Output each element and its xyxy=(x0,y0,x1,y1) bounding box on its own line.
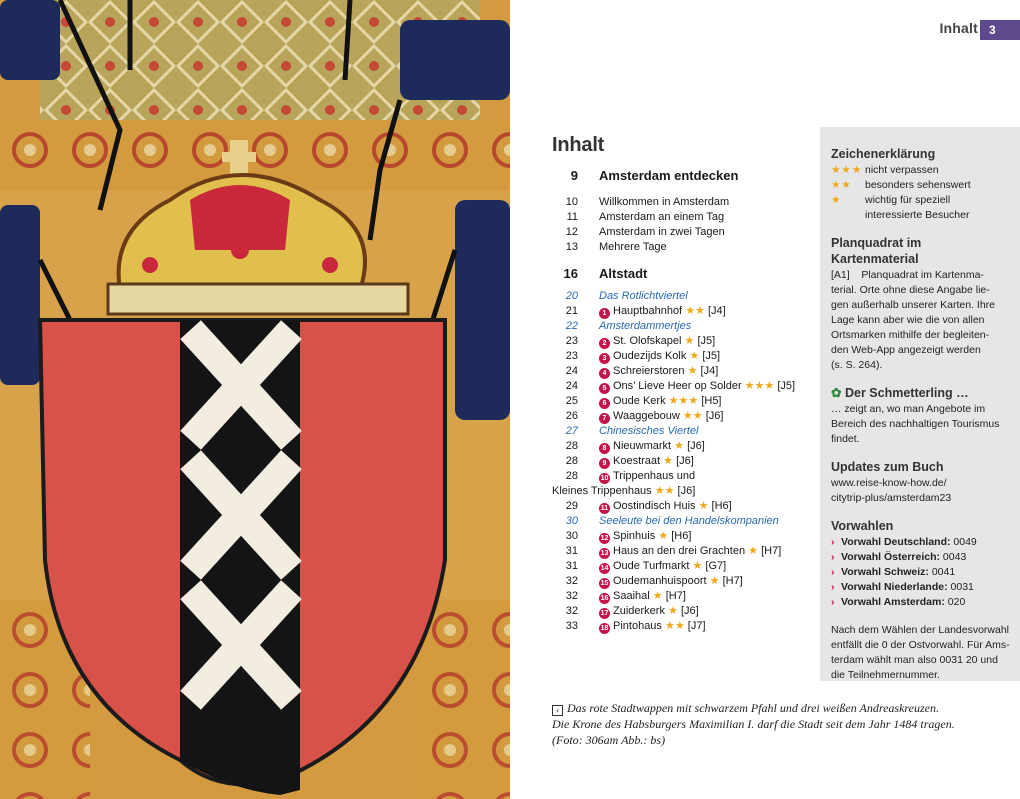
toc-entry-label: Oudezijds Kolk xyxy=(613,350,687,362)
star-icon: ★ xyxy=(709,575,720,587)
grid-reference: [J4] xyxy=(700,365,719,377)
toc-entry-text xyxy=(599,529,691,544)
star-icon: ★ xyxy=(674,440,685,452)
vorwahl-note-line: entfällt die 0 der Ostvorwahl. Für Ams- xyxy=(831,639,1010,651)
butterfly-icon: ✿ xyxy=(831,386,842,400)
toc-page: 29 xyxy=(565,500,578,512)
grid-reference: [J4] xyxy=(707,305,726,317)
toc-sub-title: Chinesisches Viertel xyxy=(599,425,699,437)
toc-page: 27 xyxy=(565,425,578,437)
toc-entry-label: St. Olofskapel xyxy=(613,335,682,347)
toc-row[interactable] xyxy=(552,529,812,544)
star-icon: ★★ xyxy=(654,485,675,497)
toc-page: 20 xyxy=(565,290,578,302)
toc-entry-label: Oostindisch Huis xyxy=(613,500,696,512)
star-icon: ★ xyxy=(692,560,703,572)
vorwahl-value: 020 xyxy=(944,596,966,608)
toc-page: 9 xyxy=(570,168,578,183)
toc-page: 32 xyxy=(565,590,578,602)
legend-butterfly xyxy=(831,385,1010,447)
toc-row[interactable] xyxy=(552,454,812,469)
chevron-right-icon: › xyxy=(831,551,835,563)
vorwahl-row xyxy=(831,565,1010,580)
toc-entry-text xyxy=(552,484,695,499)
toc-page: 32 xyxy=(565,575,578,587)
star-icon: ★ xyxy=(684,335,695,347)
chevron-right-icon: › xyxy=(831,536,835,548)
legend-plan-line: Lage kann aber wie die von allen xyxy=(831,314,985,326)
toc-page: 28 xyxy=(565,470,578,482)
chevron-right-icon: › xyxy=(831,581,835,593)
vorwahl-label: Vorwahl Amsterdam: xyxy=(841,596,945,608)
toc-row[interactable] xyxy=(552,544,812,559)
toc-entry-label: Spinhuis xyxy=(613,530,656,542)
toc-entry-text xyxy=(599,364,718,379)
toc-page: 30 xyxy=(565,515,578,527)
toc-row[interactable] xyxy=(552,364,812,379)
toc-entry-label: Amsterdam an einem Tag xyxy=(599,211,725,223)
legend-vorwahlen xyxy=(831,518,1010,683)
toc-entry-text xyxy=(599,225,725,240)
toc-sub-title: Das Rotlichtviertel xyxy=(599,290,688,302)
toc-page: 23 xyxy=(565,335,578,347)
butterfly-title-text: Der Schmetterling … xyxy=(844,386,969,400)
toc-entry-text xyxy=(599,439,705,454)
toc-page: 26 xyxy=(565,410,578,422)
grid-reference: [J6] xyxy=(680,605,699,617)
vorwahl-row xyxy=(831,550,1010,565)
legend-row-text: nicht verpassen xyxy=(865,164,939,176)
toc-row[interactable] xyxy=(552,304,812,319)
legend-butterfly-line: findet. xyxy=(831,433,860,445)
grid-reference: [G7] xyxy=(705,560,727,572)
toc-page: 32 xyxy=(565,605,578,617)
star-icon: ★ xyxy=(652,590,663,602)
star-icon: ★★ xyxy=(685,305,705,317)
vorwahl-value: 0049 xyxy=(950,536,977,548)
star-icon: ★ xyxy=(658,530,669,542)
toc-row[interactable] xyxy=(552,289,812,304)
toc-page: 10 xyxy=(565,196,578,208)
legend-updates xyxy=(831,459,1010,506)
toc-entry-label: Trippenhaus und xyxy=(613,470,696,482)
toc-entry-label: Ons’ Lieve Heer op Solder xyxy=(613,380,742,392)
legend-plan xyxy=(831,235,1010,373)
poi-number-badge: 4 xyxy=(599,368,610,379)
toc-page: 13 xyxy=(565,241,578,253)
grid-reference: [J5] xyxy=(702,350,721,362)
grid-reference: [J6] xyxy=(705,410,724,422)
grid-reference: [J7] xyxy=(687,620,706,632)
poi-number-badge: 14 xyxy=(600,565,609,572)
vorwahl-value: 0043 xyxy=(940,551,967,563)
toc-section-altstadt[interactable] xyxy=(552,265,812,283)
toc-entry-label: Mehrere Tage xyxy=(599,241,667,253)
caption-line: (Foto: 306am Abb.: bs) xyxy=(552,733,666,747)
toc-entry-text xyxy=(599,409,723,424)
toc-page: 31 xyxy=(565,560,578,572)
poi-number-badge: 17 xyxy=(600,610,609,617)
toc-section-title: Altstadt xyxy=(599,266,648,281)
grid-reference: [H6] xyxy=(711,500,732,512)
toc-entry-label: Oude Kerk xyxy=(613,395,666,407)
toc-row[interactable] xyxy=(552,319,812,334)
table-of-contents xyxy=(552,134,812,634)
grid-reference: [J5] xyxy=(697,335,716,347)
caption-line: Die Krone des Habsburgers Maximilian I. darf die Stadt seit dem Jahr 1484 tragen. xyxy=(552,717,955,731)
arrow-left-icon: ‹ xyxy=(552,705,563,716)
legend-plan-line: Ortsmarken mithilfe der begleiten- xyxy=(831,329,990,341)
toc-row[interactable] xyxy=(552,574,812,589)
toc-row[interactable] xyxy=(552,409,812,424)
poi-number-badge: 13 xyxy=(600,550,609,557)
toc-entry-label: Zuiderkerk xyxy=(613,605,665,617)
toc-row[interactable] xyxy=(552,379,812,394)
vorwahl-note-line: die Teilnehmernummer. xyxy=(831,669,940,681)
toc-entry-text xyxy=(599,604,699,619)
toc-row[interactable] xyxy=(552,424,812,439)
page-number: 3 xyxy=(980,20,1020,40)
grid-reference: [J6] xyxy=(676,455,694,467)
star-icon: ★ xyxy=(831,194,842,206)
legend-zeichen xyxy=(831,146,1010,223)
toc-row[interactable] xyxy=(552,604,812,619)
toc-row[interactable] xyxy=(552,349,812,364)
toc-entry-text xyxy=(599,559,726,574)
toc-row[interactable] xyxy=(552,619,812,634)
poi-number-badge: 12 xyxy=(600,535,609,542)
toc-altstadt-list xyxy=(552,289,812,634)
poi-number-badge: 1 xyxy=(599,308,610,319)
poi-number-badge: 18 xyxy=(600,625,609,632)
photo-caption xyxy=(552,700,992,748)
updates-link[interactable]: citytrip-plus/amsterdam23 xyxy=(831,492,952,504)
star-icon: ★ xyxy=(668,605,678,617)
toc-entry-text xyxy=(599,210,724,225)
poi-number-badge: 9 xyxy=(599,458,610,469)
toc-row[interactable] xyxy=(552,439,812,454)
star-icon: ★ xyxy=(663,455,674,467)
toc-entry-label: Saaihal xyxy=(613,590,650,602)
toc-row[interactable] xyxy=(552,484,812,499)
grid-reference: [H7] xyxy=(665,590,686,602)
vorwahl-value: 0031 xyxy=(947,581,974,593)
poi-number-badge: 8 xyxy=(599,443,610,454)
poi-number-badge: 2 xyxy=(599,338,610,349)
toc-page: 12 xyxy=(565,226,578,238)
toc-title: Inhalt xyxy=(552,134,605,156)
toc-entry-text xyxy=(599,619,706,634)
toc-entry-label: Schreierstoren xyxy=(613,365,685,377)
poi-number-badge: 6 xyxy=(599,398,610,409)
star-icon: ★ xyxy=(748,545,759,557)
vorwahl-label: Vorwahl Deutschland: xyxy=(841,536,951,548)
vorwahl-label: Vorwahl Österreich: xyxy=(841,551,941,563)
toc-entry-label: Waaggebouw xyxy=(613,410,680,422)
toc-entry-label: Nieuwmarkt xyxy=(613,440,672,452)
vorwahl-row xyxy=(831,595,1010,610)
legend-zeichen-title: Zeichenerklärung xyxy=(831,147,936,161)
vorwahl-note-line: terdam wählt man also 0031 20 und xyxy=(831,654,998,666)
toc-entry-label: Kleines Trippenhaus xyxy=(552,485,652,497)
grid-reference: [H5] xyxy=(701,395,722,407)
legend-updates-title: Updates zum Buch xyxy=(831,460,944,474)
legend-sidebar xyxy=(820,127,1020,681)
toc-entry-label: Hauptbahnhof xyxy=(613,305,683,317)
grid-reference: [H7] xyxy=(722,575,743,587)
toc-page: 24 xyxy=(565,365,578,377)
legend-plan-line: [A1] Planquadrat im Kartenma- xyxy=(831,269,984,281)
vorwahl-row xyxy=(831,535,1010,550)
grid-reference: [J5] xyxy=(777,380,796,392)
toc-page: 11 xyxy=(566,211,578,223)
poi-number-badge: 3 xyxy=(599,353,610,364)
toc-page: 28 xyxy=(565,440,578,452)
toc-entry-text xyxy=(599,304,726,319)
legend-row-text: interessierte Besucher xyxy=(865,209,970,221)
poi-number-badge: 10 xyxy=(600,475,609,482)
vorwahl-label: Vorwahl Niederlande: xyxy=(841,581,948,593)
toc-entry-text xyxy=(599,289,688,304)
legend-row-text: besonders sehenswert xyxy=(865,179,971,191)
star-icon: ★★★ xyxy=(744,380,775,392)
toc-row[interactable] xyxy=(552,240,812,255)
star-icon: ★★★ xyxy=(668,395,699,407)
toc-page: 24 xyxy=(565,380,578,392)
vorwahl-note-line: Nach dem Wählen der Landesvorwahl xyxy=(831,624,1010,636)
star-icon: ★★ xyxy=(831,179,852,191)
legend-vorwahlen-title: Vorwahlen xyxy=(831,519,894,533)
grid-reference: [H6] xyxy=(671,530,692,542)
toc-entry-text xyxy=(599,319,691,334)
toc-entry-text xyxy=(599,424,698,439)
legend-butterfly-title xyxy=(831,385,1010,401)
toc-entry-text xyxy=(599,574,743,589)
toc-intro-list xyxy=(552,195,812,255)
running-head: Inhalt xyxy=(939,20,978,36)
legend-butterfly-line: … zeigt an, wo man Angebote im xyxy=(831,403,986,415)
legend-row xyxy=(831,163,1010,178)
poi-number-badge: 16 xyxy=(600,595,609,602)
toc-page: 31 xyxy=(565,545,578,557)
legend-row xyxy=(831,178,1010,193)
vorwahl-label: Vorwahl Schweiz: xyxy=(841,566,929,578)
caption-line xyxy=(552,700,992,716)
legend-plan-line: gen außerhalb unserer Karten. Ihre xyxy=(831,299,996,311)
legend-plan-line: (s. S. 264). xyxy=(831,359,883,371)
legend-plan-title: Planquadrat im Kartenmaterial xyxy=(831,236,922,266)
toc-page: 28 xyxy=(565,455,578,467)
toc-sub-title: Amsterdammertjes xyxy=(599,320,692,332)
legend-butterfly-line: Bereich des nachhaltigen Tourismus xyxy=(831,418,1000,430)
toc-entry-label: Oude Turfmarkt xyxy=(613,560,690,572)
star-icon: ★ xyxy=(689,350,700,362)
toc-page: 25 xyxy=(565,395,578,407)
toc-entry-label: Oudemanhuispoort xyxy=(613,575,707,587)
poi-number-badge: 7 xyxy=(599,413,610,424)
star-icon: ★★ xyxy=(682,410,703,422)
star-icon: ★★ xyxy=(665,620,685,632)
toc-entry-label: Koestraat xyxy=(613,455,661,467)
star-icon: ★ xyxy=(687,365,698,377)
legend-plan-line: terial. Orte ohne diese Angabe lie- xyxy=(831,284,990,296)
grid-reference: [J6] xyxy=(677,485,696,497)
toc-row[interactable] xyxy=(552,514,812,529)
toc-row[interactable] xyxy=(552,334,812,349)
toc-entry-text xyxy=(599,454,694,469)
toc-page: 33 xyxy=(565,620,578,632)
toc-entry-text xyxy=(599,544,781,559)
chevron-right-icon: › xyxy=(831,566,835,578)
toc-row[interactable] xyxy=(552,589,812,604)
toc-page: 16 xyxy=(563,266,578,281)
toc-entry-text xyxy=(599,469,695,484)
legend-row xyxy=(831,193,1010,208)
toc-row[interactable] xyxy=(552,210,812,225)
toc-entry-label: Willkommen in Amsterdam xyxy=(599,196,730,208)
legend-plan-line: den Web-App angezeigt werden xyxy=(831,344,981,356)
toc-page: 30 xyxy=(565,530,578,542)
toc-page: 21 xyxy=(565,305,578,317)
toc-entry-text xyxy=(599,349,720,364)
toc-row[interactable] xyxy=(552,195,812,210)
toc-row[interactable] xyxy=(552,559,812,574)
grid-reference: [H7] xyxy=(761,545,782,557)
poi-number-badge: 11 xyxy=(600,505,609,512)
toc-entry-label: Pintohaus xyxy=(613,620,662,632)
toc-entry-text xyxy=(599,589,686,604)
toc-entry-label: Haus an den drei Grachten xyxy=(613,545,746,557)
toc-entry-text xyxy=(599,379,795,394)
toc-entry-text xyxy=(599,240,667,255)
legend-row-text: wichtig für speziell xyxy=(865,194,951,206)
vorwahl-row xyxy=(831,580,1010,595)
toc-page: 23 xyxy=(565,350,578,362)
vorwahl-value: 0041 xyxy=(928,566,956,578)
star-icon: ★★★ xyxy=(831,164,863,176)
toc-entry-text xyxy=(599,394,722,409)
toc-entry-text xyxy=(599,514,779,529)
poi-number-badge: 15 xyxy=(600,580,609,587)
star-icon: ★ xyxy=(698,500,709,512)
toc-section-amsterdam-entdecken[interactable] xyxy=(552,167,812,185)
toc-entry-text xyxy=(599,499,732,514)
toc-page: 22 xyxy=(565,320,578,332)
caption-text: Das rote Stadtwappen mit schwarzem Pfahl und drei weißen Andreaskreuzen. xyxy=(567,701,939,715)
poi-number-badge: 5 xyxy=(599,383,610,394)
toc-sub-title: Seeleute bei den Handelskompanien xyxy=(599,515,779,527)
toc-entry-label: Amsterdam in zwei Tagen xyxy=(599,226,725,238)
toc-section-title: Amsterdam entdecken xyxy=(599,168,739,183)
updates-link[interactable]: www.reise-know-how.de/ xyxy=(831,477,947,489)
toc-row[interactable] xyxy=(552,394,812,409)
toc-row[interactable] xyxy=(552,499,812,514)
toc-entry-text xyxy=(599,195,729,210)
chevron-right-icon: › xyxy=(831,596,835,608)
toc-entry-text xyxy=(599,334,715,349)
grid-reference: [J6] xyxy=(687,440,705,452)
toc-row[interactable] xyxy=(552,225,812,240)
toc-row[interactable] xyxy=(552,469,812,484)
